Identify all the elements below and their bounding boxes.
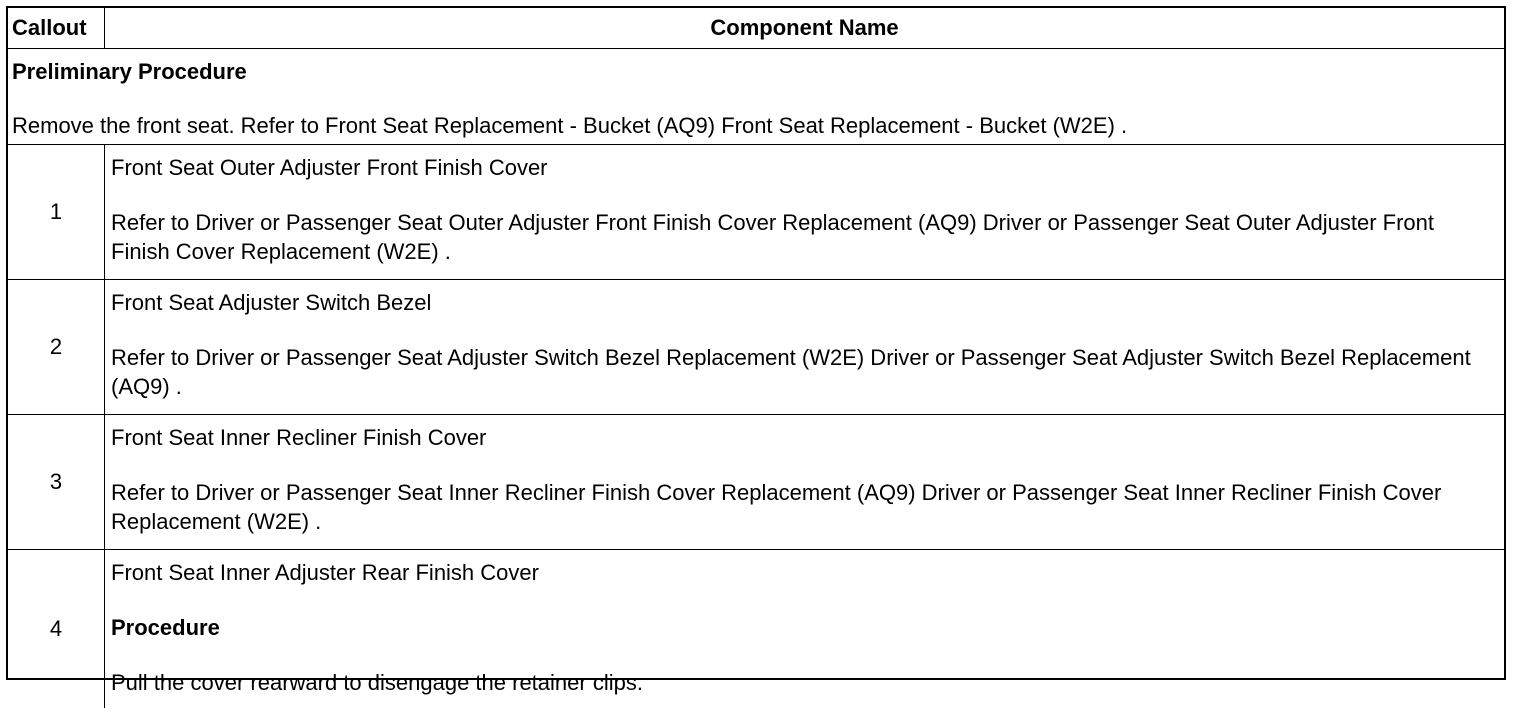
component-reference: Refer to Driver or Passenger Seat Adjuster Switch Bezel Replacement (W2E) Driver or Passenger Seat Adjuster Switch Bezel Replacement (AQ9) .: [111, 343, 1498, 401]
component-reference: Refer to Driver or Passenger Seat Inner Recliner Finish Cover Replacement (AQ9) Driver or Passenger Seat Inner Recliner Finish Cover Replacement (W2E) .: [111, 478, 1498, 536]
callout-number: 4: [8, 550, 105, 708]
preliminary-procedure-text: Remove the front seat. Refer to Front Seat Replacement - Bucket (AQ9) Front Seat Replacement - Bucket (W2E) .: [12, 113, 1500, 139]
component-cell: [105, 550, 1505, 708]
table-row: [8, 415, 1504, 550]
component-cell: [105, 415, 1505, 550]
callout-number: 2: [8, 280, 105, 415]
preliminary-row: [8, 49, 1504, 145]
component-cell: [105, 280, 1505, 415]
component-title: Front Seat Adjuster Switch Bezel: [111, 288, 1498, 317]
table-row: [8, 280, 1504, 415]
component-title: Front Seat Inner Adjuster Rear Finish Cover: [111, 558, 1498, 587]
table-row: [8, 550, 1504, 708]
callout-number: 3: [8, 415, 105, 550]
table-header-row: [8, 8, 1504, 49]
component-name-column-header: Component Name: [105, 8, 1505, 49]
procedure-label: Procedure: [111, 613, 1498, 642]
component-cell: [105, 145, 1505, 280]
component-reference: Refer to Driver or Passenger Seat Outer Adjuster Front Finish Cover Replacement (AQ9) Driver or Passenger Seat Outer Adjuster Front Finish Cover Replacement (W2E) .: [111, 208, 1498, 266]
component-table-frame: [6, 6, 1506, 680]
callout-number: 1: [8, 145, 105, 280]
component-title: Front Seat Inner Recliner Finish Cover: [111, 423, 1498, 452]
component-title: Front Seat Outer Adjuster Front Finish Cover: [111, 153, 1498, 182]
procedure-step: Pull the cover rearward to disengage the retainer clips.: [111, 668, 1498, 697]
preliminary-procedure-title: Preliminary Procedure: [12, 59, 1500, 85]
callout-column-header: Callout: [8, 8, 105, 49]
preliminary-cell: [8, 49, 1504, 145]
table-row: [8, 145, 1504, 280]
component-table: [8, 8, 1504, 708]
